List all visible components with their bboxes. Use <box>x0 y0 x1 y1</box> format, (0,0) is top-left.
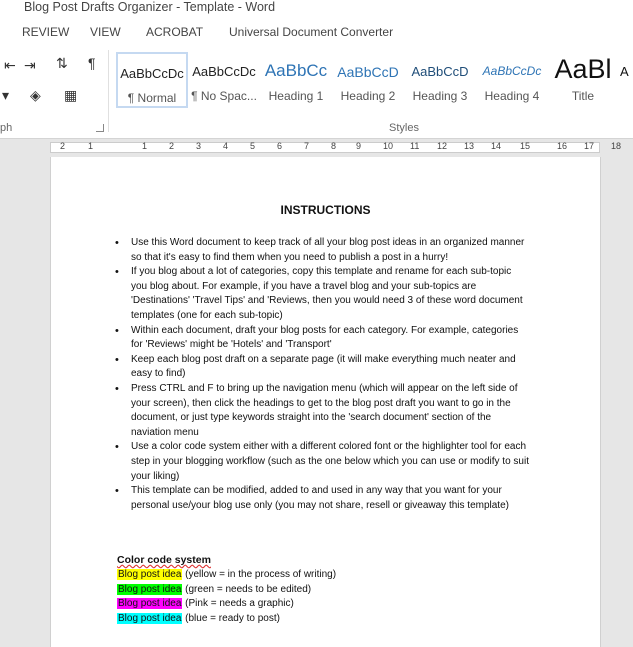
ruler-label: 1 <box>142 141 148 151</box>
paragraph-group-label: ph <box>0 122 13 134</box>
style-name: ¶ Normal <box>127 91 177 105</box>
ruler-label: 4 <box>223 141 229 151</box>
ruler-label: 7 <box>304 141 310 151</box>
ruler-label: 16 <box>557 141 568 151</box>
style-preview: AaBbCcDc <box>120 66 184 81</box>
style-heading-4[interactable] <box>476 52 548 108</box>
ruler-label: 14 <box>491 141 502 151</box>
ribbon-tabs <box>0 18 633 44</box>
color-code-note: (Pink = needs a graphic) <box>182 598 294 610</box>
style-subtitle-partial[interactable] <box>620 52 633 108</box>
ruler-label: 5 <box>250 141 256 151</box>
highlight-label: Blog post idea <box>118 598 182 610</box>
highlight-label: Blog post idea <box>118 583 182 595</box>
document-page[interactable] <box>50 157 601 647</box>
style-preview: AaBl <box>554 54 612 84</box>
ruler-label: 9 <box>356 141 362 151</box>
style-name: Title <box>571 89 595 103</box>
style-title[interactable] <box>548 52 618 108</box>
color-code-title: Color code system <box>117 554 211 566</box>
color-code-note: (yellow = in the process of writing) <box>182 569 337 580</box>
ruler-track <box>50 142 600 153</box>
borders-icon[interactable]: ▦ <box>64 87 78 103</box>
increase-indent-icon[interactable]: ⇥ <box>24 57 36 73</box>
ruler-label: 3 <box>196 141 202 151</box>
color-code-note: (blue = ready to post) <box>182 612 280 624</box>
color-code-row <box>117 612 336 627</box>
tab-acrobat[interactable]: ACROBAT <box>146 25 204 39</box>
shading-icon[interactable]: ◈ <box>30 87 41 103</box>
list-item: • Press CTRL and F to bring up the navigation menu (which will appear on the left side of your screen), then click the headings to get to the blog post draft you want to go in the document, or just type keywords straight into the 'search document' section of the naviation menu <box>131 382 529 440</box>
ruler-label: 18 <box>611 141 622 151</box>
instructions-list <box>131 236 529 513</box>
color-code-row <box>117 597 336 612</box>
ruler-label: 15 <box>520 141 531 151</box>
ruler-label: 12 <box>437 141 448 151</box>
style-no-spacing[interactable] <box>188 52 260 108</box>
tab-universal-document-converter[interactable]: Universal Document Converter <box>229 25 394 39</box>
ruler-label: 6 <box>277 141 283 151</box>
style-name: Heading 3 <box>412 89 468 103</box>
tab-view[interactable]: VIEW <box>90 25 121 39</box>
ruler-label: 2 <box>60 141 66 151</box>
list-item: • Use a color code system either with a different colored font or the highlighter tool for each step in your blogging workflow (such as the one below which you can use or modify to suit your liking) <box>131 440 529 484</box>
style-name: Heading 2 <box>340 89 396 103</box>
color-code-section <box>117 553 336 626</box>
horizontal-ruler[interactable] <box>0 139 633 156</box>
style-heading-2[interactable] <box>332 52 404 108</box>
list-item: • Use this Word document to keep track of all your blog post ideas in an organized manner so that it's easy to find them when you need to publish a post in a hurry! <box>131 236 529 265</box>
list-item: • Within each document, draft your blog posts for each category. For example, categories for 'Reviews' might be 'Hotels' and 'Transport' <box>131 324 529 353</box>
title-bar <box>0 0 633 18</box>
ruler-label: 17 <box>584 141 595 151</box>
list-item: • If you blog about a lot of categories, copy this template and rename for each sub-topic you blog about. For example, if you have a travel blog and your sub-topics are 'Destinations' 'Travel Tips' and 'Reviews, then you would need 3 of these word document templates (one for each sub-topic) <box>131 265 529 323</box>
decrease-indent-icon[interactable]: ⇤ <box>4 57 16 73</box>
style-name: Heading 4 <box>484 89 540 103</box>
style-heading-1[interactable] <box>260 52 332 108</box>
list-item: • This template can be modified, added to and used in any way that you want for your personal use/your blog use only (you may not share, resell or giveaway this template) <box>131 484 529 513</box>
paragraph-dialog-launcher-icon[interactable] <box>96 124 104 132</box>
group-divider <box>108 50 109 132</box>
style-preview: A <box>620 64 629 79</box>
style-preview: AaBbCcD <box>337 64 399 80</box>
style-name: ¶ No Spac... <box>191 89 257 103</box>
sort-icon[interactable]: ⇅ <box>56 55 68 71</box>
tab-review[interactable]: REVIEW <box>22 25 70 39</box>
style-name: Heading 1 <box>268 89 324 103</box>
ruler-label: 10 <box>383 141 394 151</box>
style-preview: AaBbCcDc <box>482 64 542 78</box>
window-title: Blog Post Drafts Organizer - Template - Word <box>24 0 276 14</box>
style-preview: AaBbCc <box>264 61 328 80</box>
style-preview: AaBbCcD <box>411 64 469 79</box>
highlight-label: Blog post idea <box>118 612 182 624</box>
styles-group-label: Styles <box>389 122 419 134</box>
highlight-label: Blog post idea <box>118 569 182 580</box>
color-code-row <box>117 583 336 598</box>
style-preview: AaBbCcDc <box>192 64 256 79</box>
list-item: • Keep each blog post draft on a separate page (it will make everything much neater and easy to find) <box>131 353 529 382</box>
line-spacing-icon[interactable]: ▾ <box>2 87 10 103</box>
instructions-heading: INSTRUCTIONS <box>280 203 371 217</box>
ruler-label: 11 <box>410 141 420 151</box>
style-heading-3[interactable] <box>404 52 476 108</box>
show-formatting-icon[interactable]: ¶ <box>88 55 96 71</box>
ruler-label: 2 <box>169 141 175 151</box>
ruler-label: 8 <box>331 141 337 151</box>
ruler-label: 1 <box>88 141 94 151</box>
ruler-label: 13 <box>464 141 475 151</box>
style-normal[interactable] <box>116 52 188 108</box>
color-code-note: (green = needs to be edited) <box>182 583 312 595</box>
color-code-row <box>117 568 336 583</box>
ribbon <box>0 44 633 139</box>
